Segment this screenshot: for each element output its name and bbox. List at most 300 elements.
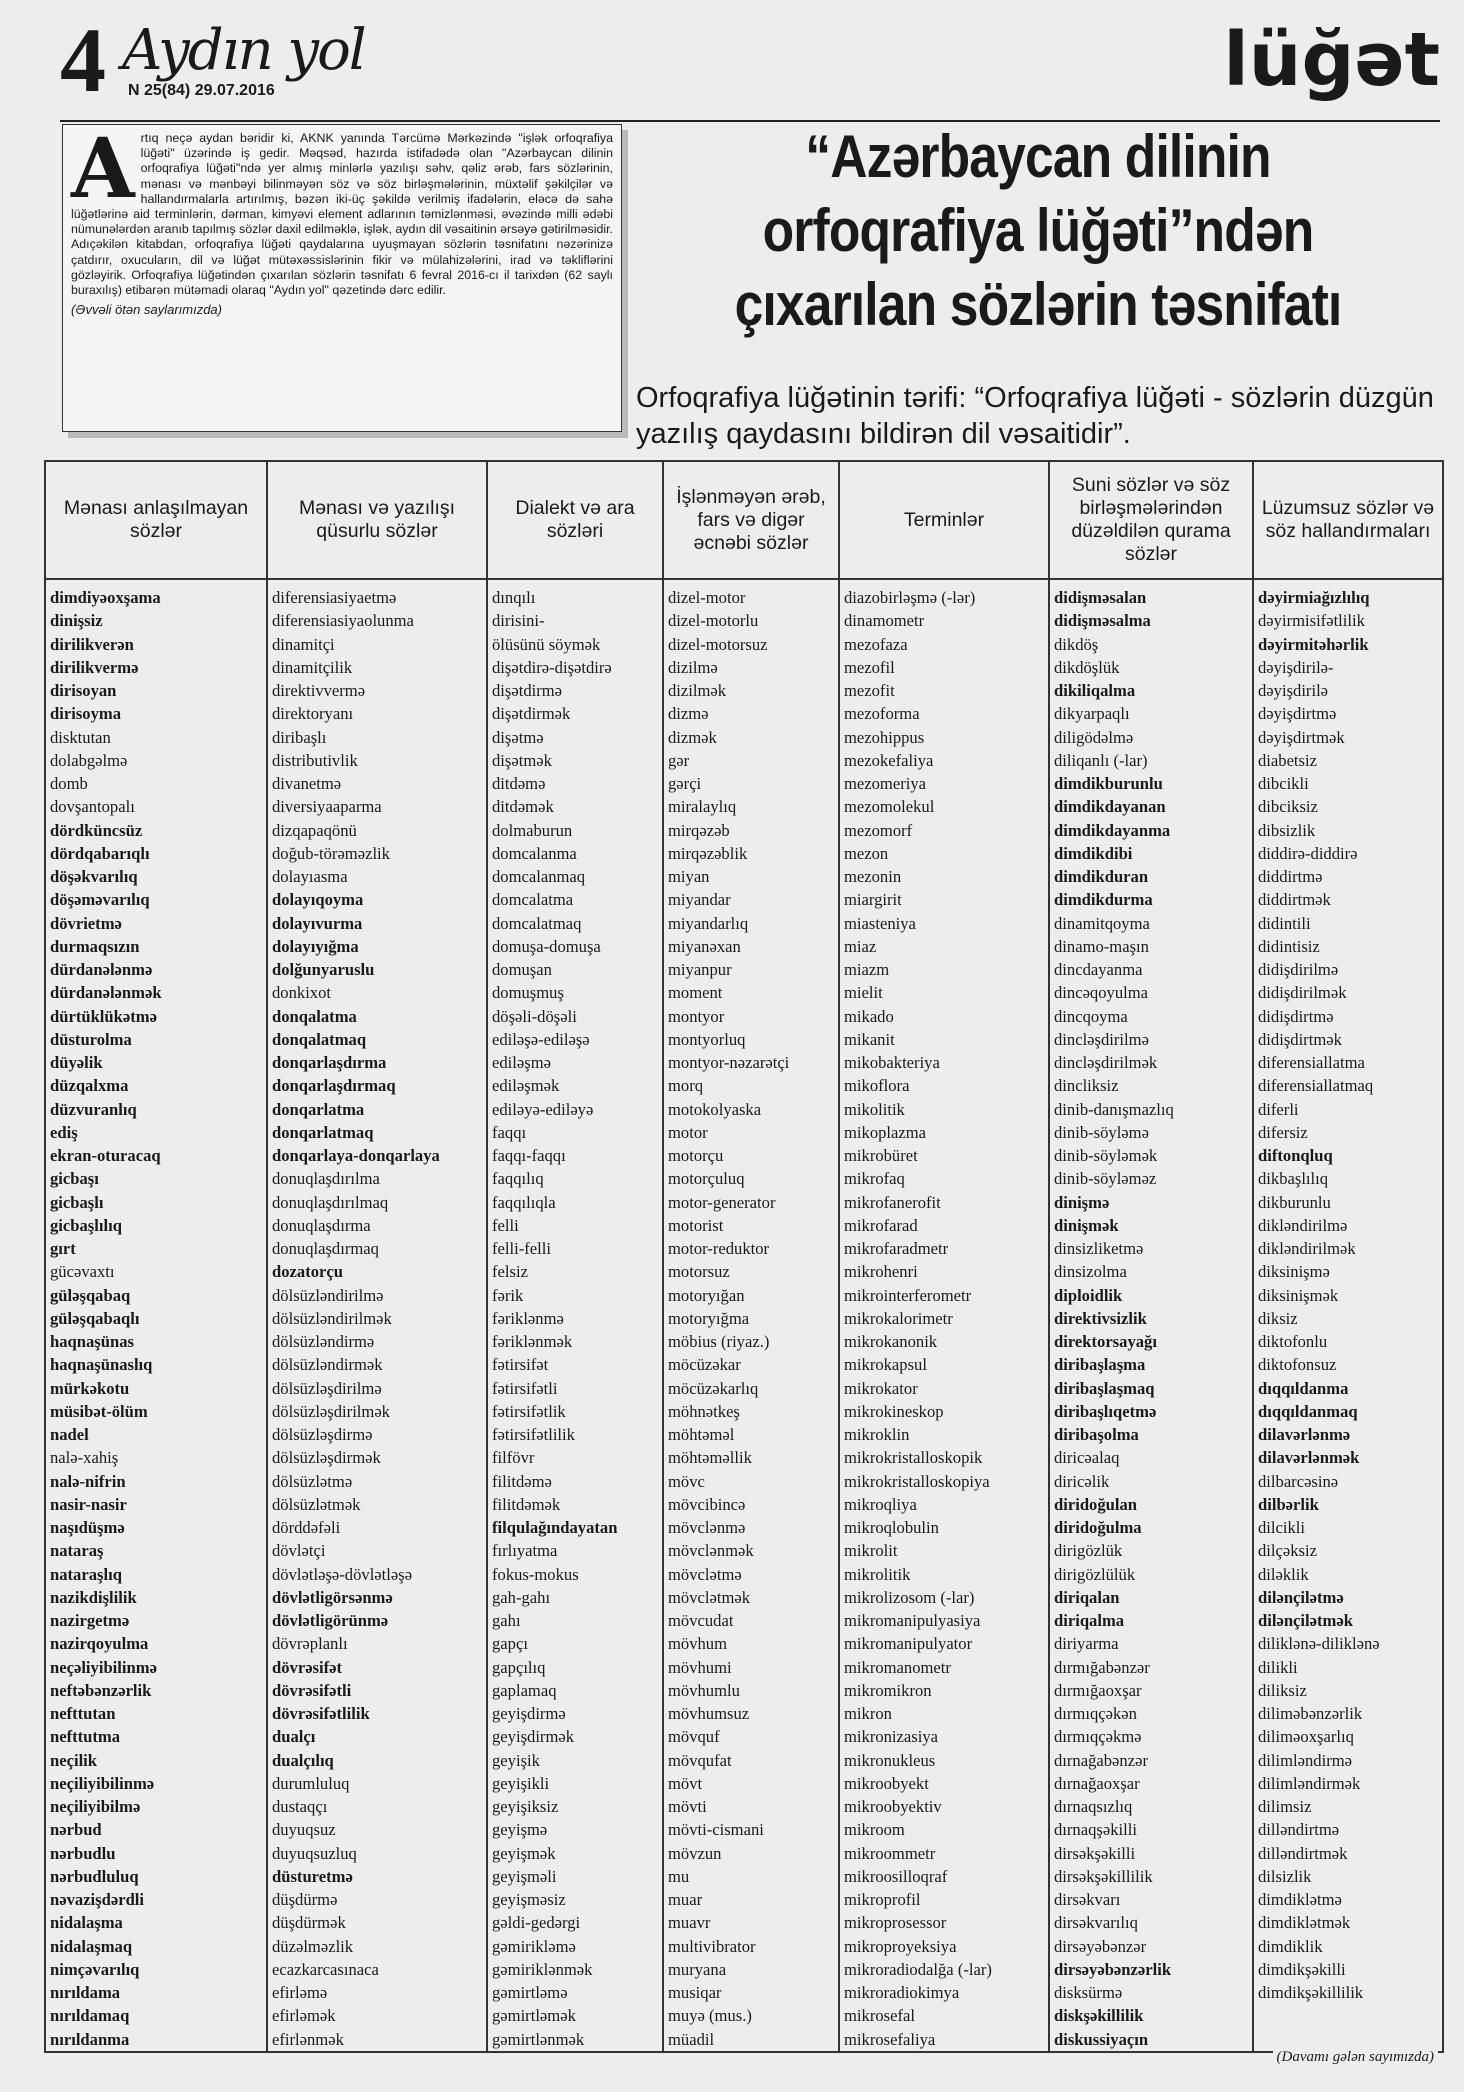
word-entry: mikroqlobulin <box>844 1518 939 1537</box>
word-entry: miazm <box>844 960 890 979</box>
word-entry: mikrokristalloskopiya <box>844 1471 990 1491</box>
word-entry: dinib-söyləmə <box>1054 1122 1149 1142</box>
word-entry: dolmaburun <box>492 820 573 840</box>
word-entry: faqqı-faqqı <box>492 1146 566 1165</box>
word-entry: motorçuluq <box>668 1169 745 1189</box>
word-entry: fətirsifətlilik <box>492 1425 575 1444</box>
word-entry: mikolitik <box>844 1099 905 1119</box>
word-entry: dilavərlənmə <box>1258 1425 1351 1444</box>
word-entry: diricəalaq <box>1054 1448 1120 1468</box>
word-entry: dustaqçı <box>272 1797 328 1816</box>
word-entry: dinamometr <box>844 611 925 631</box>
word-entry: diribaşlaşma <box>1054 1355 1146 1375</box>
word-entry: mikanit <box>844 1029 895 1049</box>
word-entry: didişməsalma <box>1054 611 1151 631</box>
word-entry: multivibrator <box>668 1936 756 1956</box>
word-entry: dilimsiz <box>1258 1797 1312 1816</box>
word-entry: motoryığan <box>668 1285 745 1305</box>
table-body-row <box>45 579 1443 2052</box>
word-entry: nəvazişdərdli <box>50 1890 145 1909</box>
word-entry: nefttutan <box>50 1704 116 1723</box>
word-entry: dəyirmiağızlılıq <box>1258 588 1370 607</box>
word-entry: dizel-motorsuz <box>668 634 768 654</box>
word-entry: didintili <box>1258 913 1311 933</box>
word-entry: musiqar <box>668 1983 722 2002</box>
word-entry: dinişmək <box>1054 1215 1119 1235</box>
word-entry: dincliksiz <box>1054 1076 1119 1096</box>
word-entry: diabetsiz <box>1258 750 1317 770</box>
word-entry: dişətmək <box>492 750 552 770</box>
word-entry: gicbaşlı <box>50 1192 104 1212</box>
word-entry: diliksiz <box>1258 1680 1307 1700</box>
word-entry: gırt <box>50 1239 76 1258</box>
word-entry: dölsüzləşdirilmə <box>272 1378 382 1398</box>
word-entry: mirqəzəb <box>668 820 730 840</box>
word-entry: felli-felli <box>492 1239 551 1258</box>
word-entry: möcüzəkar <box>668 1355 741 1375</box>
word-entry: dırmığabənzər <box>1054 1657 1150 1677</box>
word-entry: dilləndirtmək <box>1258 1843 1348 1863</box>
word-entry: diferensiasiyaolunma <box>272 611 414 631</box>
word-entry: gər <box>668 750 690 770</box>
word-entry: geyişməli <box>492 1866 557 1886</box>
word-entry: gaplamaq <box>492 1680 557 1700</box>
word-entry: diridoğulan <box>1054 1494 1138 1514</box>
word-entry: donkixot <box>272 983 332 1003</box>
word-entry: felli <box>492 1215 519 1235</box>
word-entry: gah-gahı <box>492 1587 551 1607</box>
word-entry: dirsəkvarılıq <box>1054 1913 1138 1933</box>
word-entry: dilbərlik <box>1258 1494 1319 1514</box>
word-entry: domcalatma <box>492 890 574 910</box>
word-entry: dinamo-maşın <box>1054 936 1149 956</box>
word-entry: ediləşmək <box>492 1076 560 1096</box>
word-list <box>272 586 482 2051</box>
word-entry: nazirqoyulma <box>50 1634 149 1654</box>
word-entry: dizilmə <box>668 657 718 677</box>
word-entry: mövquf <box>668 1727 720 1747</box>
article-subtitle: Orfoqrafiya lüğətinin tərifi: “Orfoqrafiya lüğəti - sözlərin düzgün yazılış qaydasını bildirən dil vəsaitidir”. <box>636 382 1434 450</box>
word-entry: mövhum <box>668 1634 728 1654</box>
word-entry: ditdəmə <box>492 774 546 793</box>
word-entry: dıqqıldanmaq <box>1258 1401 1358 1421</box>
word-entry: donqarlatma <box>272 1099 365 1119</box>
word-entry: dilbarcəsinə <box>1258 1471 1339 1491</box>
word-entry: dilikli <box>1258 1657 1298 1677</box>
word-entry: domuşan <box>492 960 552 979</box>
column-cell <box>1253 579 1443 2052</box>
word-entry: dırnaqsızlıq <box>1054 1797 1133 1816</box>
word-entry: dinamitqoyma <box>1054 913 1150 933</box>
word-entry: dırmığaoxşar <box>1054 1680 1142 1700</box>
word-entry: müsibət-ölüm <box>50 1401 148 1421</box>
word-entry: dilcikli <box>1258 1518 1306 1537</box>
word-entry: dikləndirilmək <box>1258 1239 1356 1258</box>
word-entry: nataraş <box>50 1541 104 1561</box>
column-cell <box>1049 579 1253 2052</box>
intro-text: rtıq neçə aydan bəridir ki, AKNK yanında Tərcümə Mərkəzində "işlək orfoqrafiya lüğəti" üzərində iş gedir. Məqsəd, hazırda istifadədə olan "Azərbaycan dilinin orfoqrafiya lüğəti"ndə yer almış minlərlə yazılışı səhv, qəliz ərəb, fars sözlərinin, mənası və mənbəyi bilinməyən söz və söz birləşmələrinin, müxtəlif şəkilçilər və hallandırmalarla artırılmış, bəzən iki-üç şəkildə verilmiş ifadələrin, eləcə də sahə lüğətlərinə aid terminlərin, dərman, kimyəvi element adlarının təmizlənməsi, əvəzində milli ədəbi nümunələrdən aranıb tapılmış sözlər daxil edilməklə, işlək, aydın dil vəsaitinin ərsəyə gətirilməsidir. Adıçəkilən kitabdan, orfoqrafiya lüğəti qaydalarına uyuşmayan sözlərin təsnifatını nəzərinizə çatdırır, oxucuların, dil və lüğət mütəxəssislərinin fikir və mülahizələrini, irad və təkliflərini gözləyirik. Orfoqrafiya lüğətindən çıxarılan sözlərin təsnifatı 6 fevral 2016-cı il tarixdən (62 saylı buraxılış) etibarən mütəmadi olaraq "Aydın yol" qəzetində dərc edilir. <box>71 131 613 298</box>
word-entry: gicbaşı <box>50 1169 99 1189</box>
word-list <box>50 586 262 2051</box>
word-entry: nidalaşmaq <box>50 1936 133 1956</box>
word-entry: dirsəyəbənzər <box>1054 1936 1147 1956</box>
word-entry: mirqəzəblik <box>668 843 748 863</box>
word-entry: mövt <box>668 1773 703 1793</box>
word-entry: dikdöşlük <box>1054 657 1120 677</box>
page-header <box>60 10 1440 122</box>
word-entry: mezokefaliya <box>844 750 934 770</box>
word-entry: dinib-söyləməz <box>1054 1169 1157 1189</box>
word-entry: mezonin <box>844 867 902 886</box>
word-entry: mikromanipulyasiya <box>844 1611 981 1630</box>
word-entry: dilavərlənmək <box>1258 1448 1360 1468</box>
word-entry: neçilik <box>50 1750 98 1770</box>
word-entry: mikronukleus <box>844 1750 936 1770</box>
word-classification-table <box>44 460 1444 2053</box>
word-entry: dəyişdirtmə <box>1258 704 1337 724</box>
word-entry: mikroobyektiv <box>844 1797 942 1816</box>
word-entry: dizqapaqönü <box>272 820 357 840</box>
word-entry: dolğunyaruslu <box>272 960 375 979</box>
word-entry: dövrəsifətli <box>272 1680 352 1700</box>
word-entry: nərbud <box>50 1820 102 1840</box>
word-entry: disksürmə <box>1054 1983 1123 2002</box>
word-entry: gəmirikləmə <box>492 1936 576 1956</box>
word-entry: mikromanometr <box>844 1657 951 1677</box>
word-list <box>1258 586 1438 2004</box>
continuation-note: (Davamı gələn sayımızda) <box>1273 2049 1438 2066</box>
word-entry: dıqqıldanma <box>1258 1378 1349 1398</box>
word-entry: dizilmək <box>668 681 727 700</box>
word-entry: möhnətkeş <box>668 1401 740 1421</box>
word-entry: domcalatmaq <box>492 913 582 933</box>
column-header: Lüzumsuz sözlər və söz hallandırmaları <box>1253 461 1443 579</box>
word-entry: dırnağabənzər <box>1054 1750 1148 1770</box>
intro-previous-note: (Əvvəli ötən saylarımızda) <box>71 302 222 318</box>
word-entry: mürkəkotu <box>50 1378 130 1398</box>
word-entry: mu <box>668 1866 690 1886</box>
word-entry: mikrointerferometr <box>844 1285 972 1305</box>
column-cell <box>267 579 487 2052</box>
word-entry: dirisoyma <box>50 704 121 724</box>
word-entry: dimdiklətmə <box>1258 1890 1342 1909</box>
word-entry: mikroommetr <box>844 1843 936 1863</box>
word-entry: dövrəsifət <box>272 1657 343 1677</box>
word-entry: nidalaşma <box>50 1913 123 1933</box>
word-entry: dəyirmitəhərlik <box>1258 634 1369 654</box>
word-list <box>668 586 834 2051</box>
word-entry: gərçi <box>668 774 702 793</box>
word-entry: nefttutma <box>50 1727 121 1747</box>
word-entry: motor-reduktor <box>668 1239 770 1258</box>
word-entry: duyuqsuz <box>272 1820 336 1840</box>
word-entry: faqqı <box>492 1122 527 1142</box>
word-entry: nərbudlu <box>50 1843 116 1863</box>
word-entry: ediş <box>50 1122 78 1142</box>
word-entry: diridoğulma <box>1054 1518 1142 1537</box>
word-entry: donqarlaşdırmaq <box>272 1076 396 1096</box>
word-entry: diskşəkillilik <box>1054 2006 1144 2026</box>
word-entry: dibsizlik <box>1258 820 1316 840</box>
word-entry: mikrofaradmetr <box>844 1239 949 1258</box>
word-entry: mielit <box>844 983 883 1003</box>
word-entry: didintisiz <box>1258 936 1320 956</box>
word-entry: moment <box>668 983 723 1003</box>
word-entry: donqarlaşdırma <box>272 1053 387 1072</box>
word-entry: diskussiyaçın <box>1054 2029 1149 2049</box>
word-entry: gapçı <box>492 1634 528 1654</box>
word-entry: diddirə-diddirə <box>1258 843 1358 863</box>
word-entry: mövcibincə <box>668 1494 746 1514</box>
word-entry: mikroradiokimya <box>844 1983 960 2002</box>
word-entry: neçiliyibilinmə <box>50 1773 155 1793</box>
word-entry: diricəlik <box>1054 1471 1110 1491</box>
word-entry: didişdirtmə <box>1258 1006 1334 1026</box>
word-entry: gəmirtləmək <box>492 2006 576 2026</box>
word-entry: dizel-motorlu <box>668 611 759 631</box>
word-entry: doğub-törəməzlik <box>272 843 390 863</box>
word-entry: dualçı <box>272 1727 316 1747</box>
word-entry: mikrofaq <box>844 1169 905 1189</box>
page-number: 4 <box>60 9 106 111</box>
word-entry: diliməoxşarlıq <box>1258 1727 1354 1747</box>
word-entry: muryana <box>668 1959 727 1979</box>
word-entry: dimdikdibi <box>1054 843 1133 863</box>
word-entry: dişətdirmə <box>492 681 563 700</box>
word-list <box>844 586 1044 2051</box>
column-cell <box>663 579 839 2052</box>
word-entry: ecazkarcasınaca <box>272 1959 379 1979</box>
word-entry: dölsüzlətmə <box>272 1471 353 1491</box>
word-entry: dölsüzləndirmə <box>272 1332 375 1351</box>
word-entry: mikrokristalloskopik <box>844 1448 983 1468</box>
word-entry: mikroradiodalğa (-lar) <box>844 1959 992 1979</box>
word-entry: muyə (mus.) <box>668 2006 752 2026</box>
word-entry: dinişmə <box>1054 1192 1110 1212</box>
word-entry: miyanpur <box>668 960 732 979</box>
word-entry: mikrokineskop <box>844 1401 944 1421</box>
word-entry: efirləmək <box>272 2006 336 2026</box>
word-entry: filfövr <box>492 1448 535 1468</box>
word-entry: donuqlaşdırılmaq <box>272 1192 389 1212</box>
word-entry: mikroproyeksiya <box>844 1936 957 1956</box>
word-entry: dölsüzləşdirmək <box>272 1448 381 1468</box>
word-entry: motokolyaska <box>668 1099 762 1119</box>
word-entry: dölsüzləndirilmək <box>272 1308 392 1328</box>
word-entry: geyişik <box>492 1750 540 1770</box>
word-entry: mikrofanerofit <box>844 1192 941 1212</box>
word-entry: filitdəmə <box>492 1471 552 1491</box>
word-entry: duyuqsuzluq <box>272 1843 357 1863</box>
word-list <box>492 586 658 2051</box>
word-entry: dinsizliketmə <box>1054 1239 1144 1258</box>
word-entry: miaz <box>844 936 877 956</box>
word-entry: direktorsayağı <box>1054 1332 1157 1351</box>
word-entry: dikyarpaqlı <box>1054 704 1130 724</box>
word-entry: mikron <box>844 1704 892 1723</box>
word-entry: donqalatma <box>272 1006 357 1026</box>
word-entry: mikado <box>844 1006 894 1026</box>
word-entry: ediləşmə <box>492 1053 551 1072</box>
word-entry: diferensiallatma <box>1258 1053 1365 1072</box>
word-entry: dincqoyma <box>1054 1006 1128 1026</box>
word-entry: diploidlik <box>1054 1285 1123 1305</box>
word-entry: geyişmə <box>492 1820 548 1840</box>
word-entry: möhtəməl <box>668 1425 735 1444</box>
word-entry: dimdikburunlu <box>1054 774 1163 793</box>
word-entry: mikrobüret <box>844 1146 918 1165</box>
word-entry: mezofaza <box>844 634 908 654</box>
word-entry: neftəbənzərlik <box>50 1680 152 1700</box>
section-title: lüğət <box>1223 17 1440 103</box>
word-entry: düsturolma <box>50 1029 132 1049</box>
word-entry: ditdəmək <box>492 797 554 817</box>
word-entry: filqulağındayatan <box>492 1518 618 1537</box>
word-entry: dolayıasma <box>272 867 348 886</box>
word-entry: mövc <box>668 1471 705 1491</box>
word-entry: dirisini- <box>492 611 545 631</box>
word-entry: diribaşlıqetmə <box>1054 1401 1157 1421</box>
word-entry: dimdikdayanma <box>1054 820 1171 840</box>
word-entry: durumluluq <box>272 1773 350 1793</box>
word-entry: mövti <box>668 1797 707 1816</box>
word-entry: mikrolit <box>844 1541 898 1561</box>
word-entry: dinib-danışmazlıq <box>1054 1099 1174 1119</box>
word-entry: naşıdüşmə <box>50 1518 125 1537</box>
word-entry: diftonqluq <box>1258 1146 1333 1165</box>
word-entry: nazikdişlilik <box>50 1587 137 1607</box>
word-entry: ekran-oturacaq <box>50 1146 161 1165</box>
word-entry: dirsəkvarı <box>1054 1890 1121 1909</box>
word-entry: diliklənə-diliklənə <box>1258 1634 1380 1654</box>
word-entry: nırıldama <box>50 1983 121 2002</box>
word-entry: gəldi-gedərgi <box>492 1913 581 1933</box>
word-entry: mövhumsuz <box>668 1704 750 1723</box>
word-entry: fokus-mokus <box>492 1564 579 1584</box>
word-entry: neçəliyibilinmə <box>50 1657 157 1677</box>
word-entry: gücəvaxtı <box>50 1262 115 1282</box>
word-entry: mikromanipulyator <box>844 1634 973 1654</box>
word-entry: mikrokapsul <box>844 1355 927 1375</box>
word-entry: donqalatmaq <box>272 1029 367 1049</box>
word-entry: dualçılıq <box>272 1750 334 1770</box>
word-entry: mövcudat <box>668 1611 734 1630</box>
word-entry: dikdöş <box>1054 634 1099 654</box>
word-entry: dövrəsifətlilik <box>272 1704 370 1723</box>
word-entry: diləklik <box>1258 1564 1309 1584</box>
table-header-row <box>45 461 1443 579</box>
word-entry: dilimləndirmə <box>1258 1750 1353 1770</box>
word-entry: mövhumlu <box>668 1680 740 1700</box>
word-entry: düşdürmək <box>272 1913 346 1933</box>
word-entry: gapçılıq <box>492 1657 546 1677</box>
word-entry: mikrolitik <box>844 1564 911 1584</box>
word-entry: dolayıyığma <box>272 936 359 956</box>
word-entry: mövhumi <box>668 1657 732 1677</box>
word-entry: haqnaşünas <box>50 1332 134 1351</box>
word-entry: dikbaşlılıq <box>1258 1169 1329 1189</box>
word-entry: nasir-nasir <box>50 1494 127 1514</box>
word-entry: güləşqabaq <box>50 1285 131 1305</box>
word-entry: dolayıqoyma <box>272 890 364 910</box>
word-entry: efirlənmək <box>272 2029 344 2049</box>
word-entry: mövclətmə <box>668 1564 742 1584</box>
word-entry: ediləyə-ediləyə <box>492 1099 594 1119</box>
word-entry: diferensiallatmaq <box>1258 1076 1374 1096</box>
word-entry: faqqılıq <box>492 1169 544 1189</box>
word-entry: dizmək <box>668 727 717 747</box>
word-entry: dişətdirmək <box>492 704 571 724</box>
word-entry: dibciksiz <box>1258 797 1318 817</box>
word-entry: domuşmuş <box>492 983 564 1003</box>
word-entry: motor <box>668 1122 708 1142</box>
word-entry: döşəkvarılıq <box>50 867 138 886</box>
word-entry: mikrosefal <box>844 2006 915 2026</box>
word-entry: dişətmə <box>492 727 544 747</box>
word-entry: domb <box>50 774 88 793</box>
word-entry: mezoforma <box>844 704 920 724</box>
word-entry: dimdikşəkillilik <box>1258 1983 1364 2002</box>
word-entry: dinib-söyləmək <box>1054 1146 1158 1165</box>
word-entry: divanetmə <box>272 774 342 793</box>
word-entry: nimçəvarılıq <box>50 1959 140 1979</box>
word-entry: mikroom <box>844 1820 905 1840</box>
word-entry: dincləşdirilmə <box>1054 1029 1149 1049</box>
word-entry: dizmə <box>668 704 709 724</box>
word-entry: dördküncsüz <box>50 820 143 840</box>
word-entry: möbius (riyaz.) <box>668 1332 770 1351</box>
word-entry: mikrohenri <box>844 1262 918 1282</box>
word-entry: düşdürmə <box>272 1890 338 1909</box>
word-entry: nərbudluluq <box>50 1866 139 1886</box>
word-entry: difersiz <box>1258 1122 1308 1142</box>
word-entry: motorsuz <box>668 1262 730 1282</box>
word-entry: fəriklənmə <box>492 1308 564 1328</box>
word-entry: domcalanmaq <box>492 867 586 886</box>
word-entry: mezon <box>844 843 889 863</box>
word-entry: diksinişmə <box>1258 1262 1330 1282</box>
word-entry: miyandarlıq <box>668 913 749 933</box>
issue-info: N 25(84) 29.07.2016 <box>128 82 275 99</box>
word-entry: ölüsünü söymək <box>492 634 601 654</box>
word-entry: disktutan <box>50 727 111 747</box>
word-entry: dinamitçi <box>272 634 335 654</box>
word-entry: neçiliyibilmə <box>50 1797 141 1816</box>
word-entry: dirsəyəbənzərlik <box>1054 1959 1172 1979</box>
word-entry: nazirgetmə <box>50 1611 130 1630</box>
word-entry: mezomeriya <box>844 774 927 793</box>
word-entry: mövqufat <box>668 1750 732 1770</box>
word-entry: dürtüklükətmə <box>50 1006 157 1026</box>
word-entry: mikrofarad <box>844 1215 918 1235</box>
word-entry: mikoflora <box>844 1076 910 1096</box>
word-entry: dovşantopalı <box>50 797 135 817</box>
word-entry: donqarlatmaq <box>272 1122 374 1142</box>
word-entry: mikroosilloqraf <box>844 1866 948 1886</box>
word-entry: miyanəxan <box>668 936 741 956</box>
word-entry: mikrokalorimetr <box>844 1308 953 1328</box>
word-entry: müadil <box>668 2029 715 2049</box>
word-entry: diktofonlu <box>1258 1332 1328 1351</box>
word-entry: dirilikvermə <box>50 657 139 677</box>
word-entry: geyişiksiz <box>492 1797 559 1816</box>
word-entry: dırnaqşəkilli <box>1054 1820 1137 1840</box>
word-entry: durmaqsızın <box>50 936 140 956</box>
word-entry: dikburunlu <box>1258 1192 1331 1212</box>
word-entry: dölsüzləşdirmə <box>272 1425 373 1444</box>
word-entry: dölsüzləşdirilmək <box>272 1401 390 1421</box>
word-entry: didişdirilmə <box>1258 960 1339 979</box>
